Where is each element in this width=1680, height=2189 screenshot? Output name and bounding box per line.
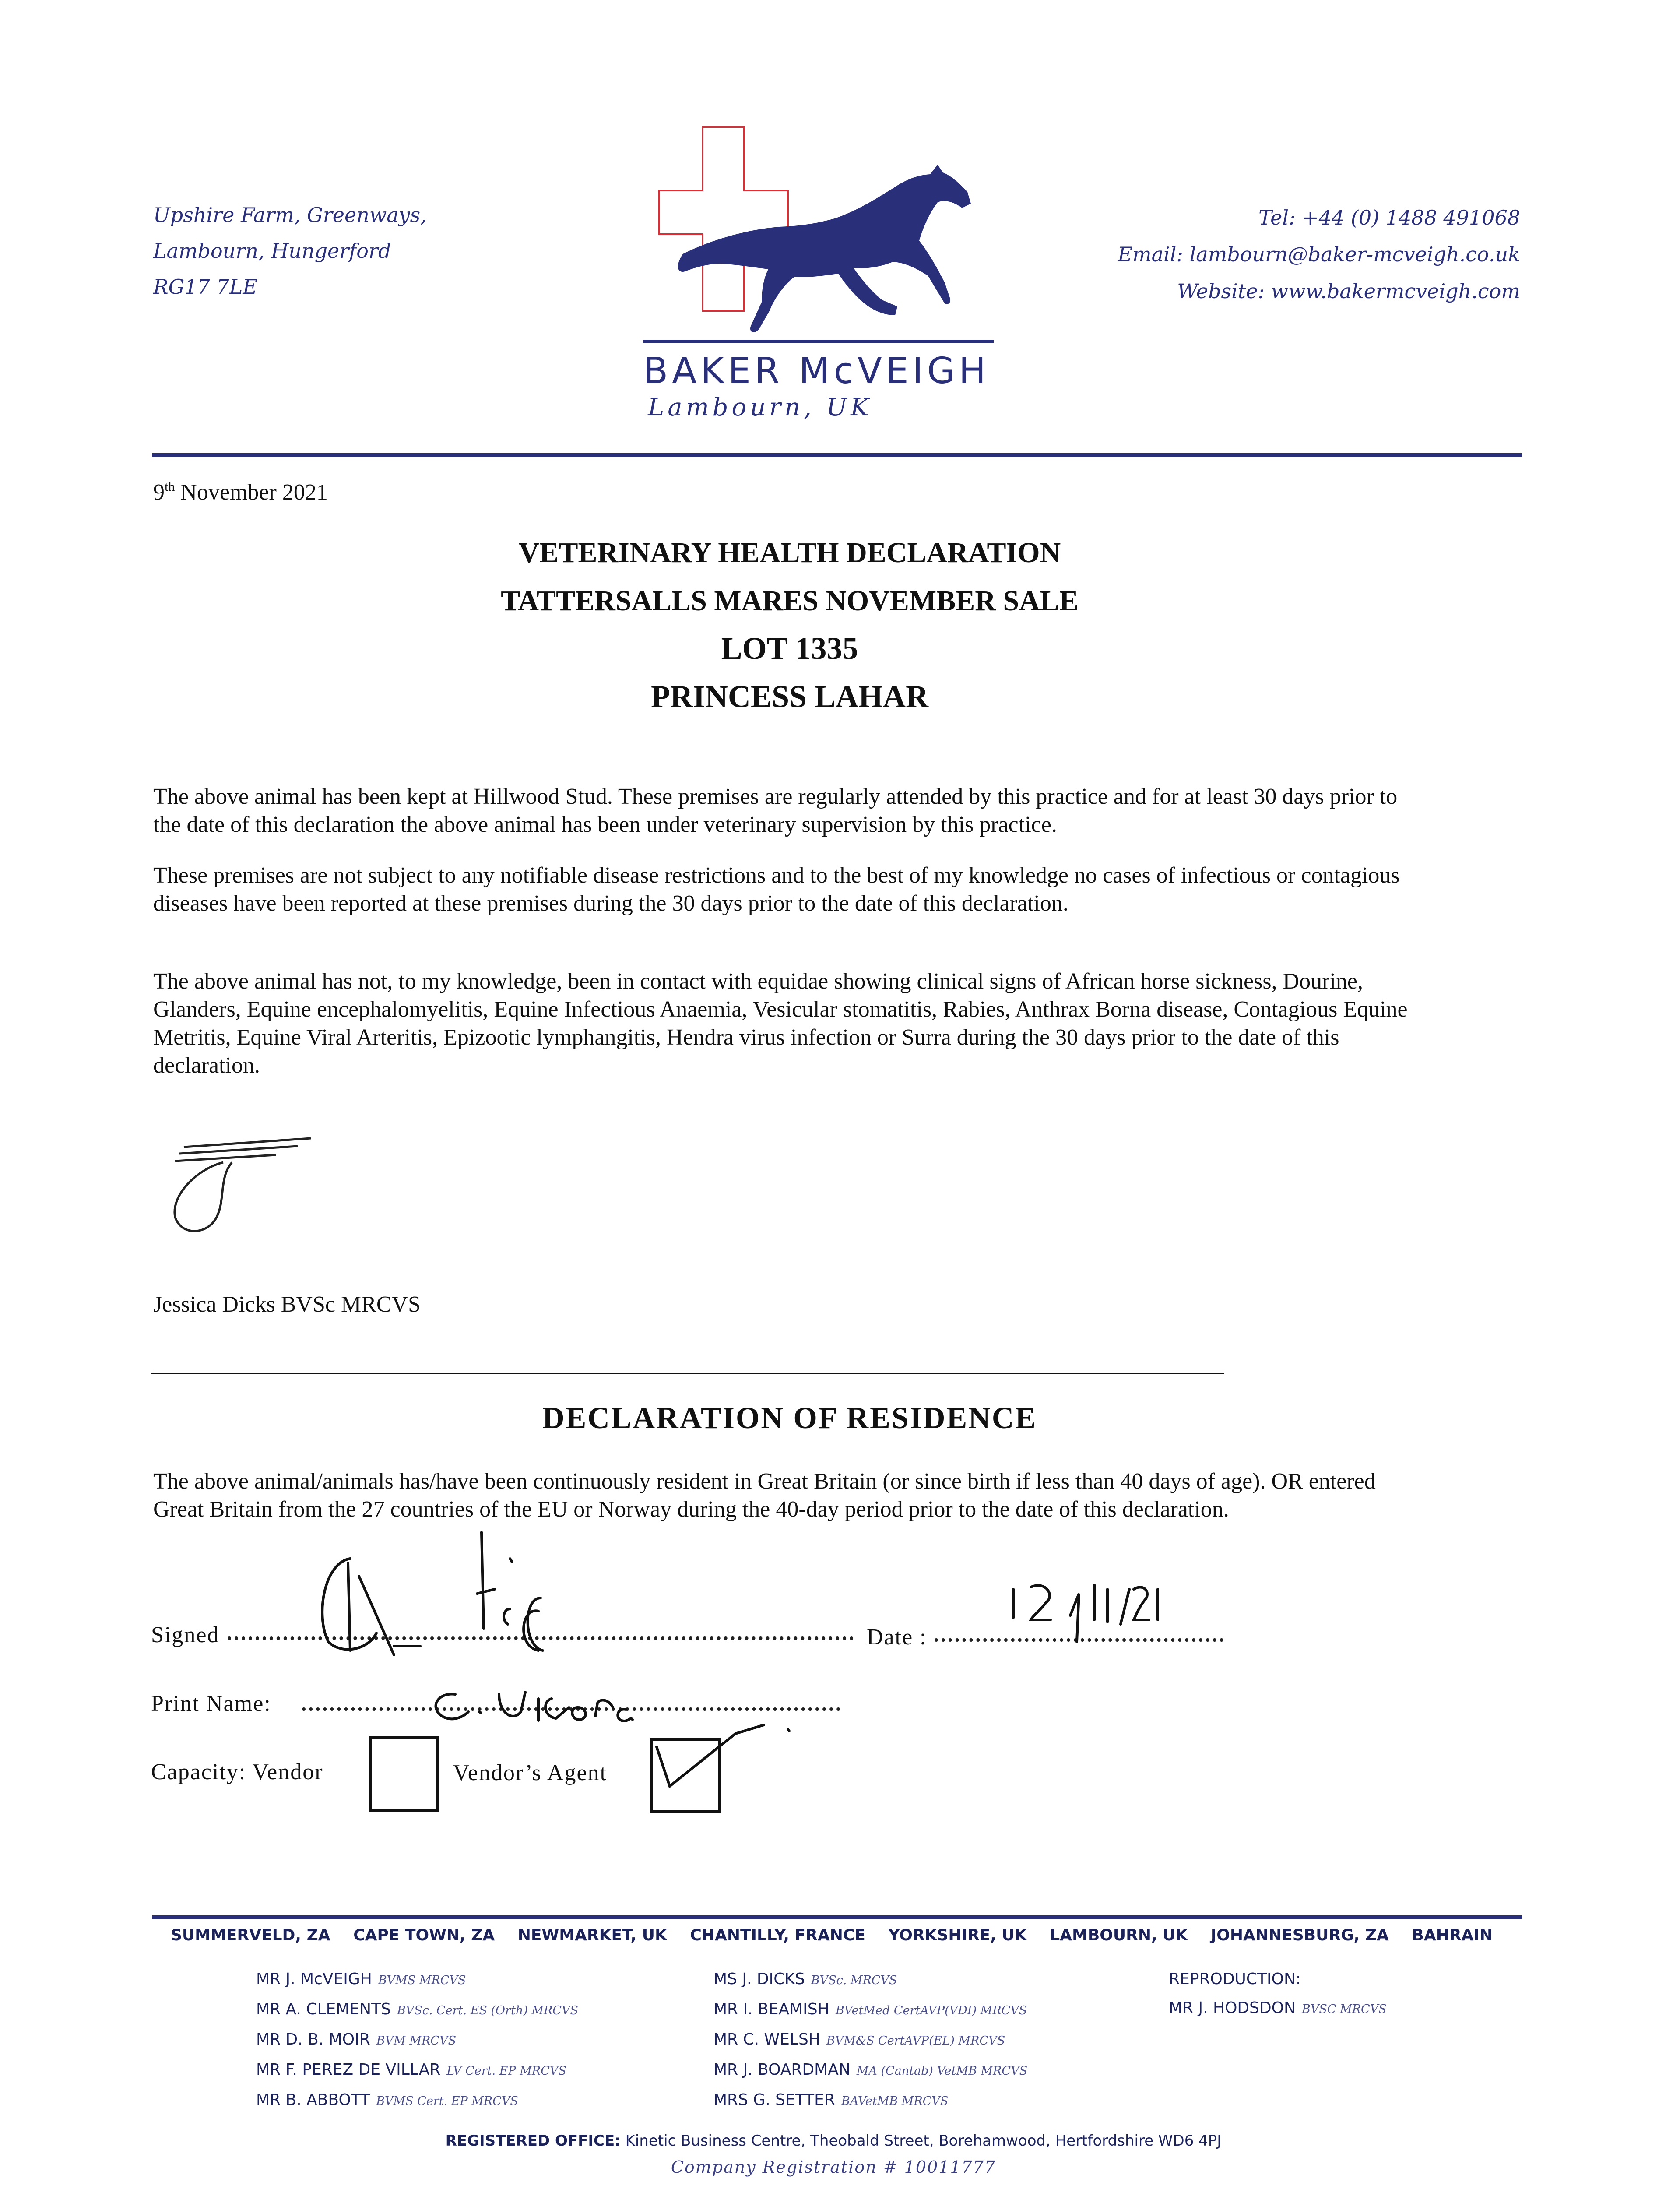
staff-entry (1169, 1994, 1387, 2024)
brand-location: Lambourn, UK (648, 393, 872, 422)
staff-quals: BVSc. MRCVS (811, 1974, 897, 1987)
staff-quals: BVetMed CertAVP(VDI) MRCVS (835, 2004, 1027, 2017)
staff-column-2 (713, 1965, 1027, 2116)
signed-label: Signed (151, 1622, 220, 1647)
staff-name: MR B. ABBOTT (256, 2091, 370, 2109)
address-line: Upshire Farm, Greenways, (153, 203, 427, 227)
location-item: CAPE TOWN, ZA (353, 1926, 495, 1944)
reproduction-heading: REPRODUCTION: (1169, 1970, 1301, 1988)
header-divider (152, 453, 1522, 457)
capacity-vendor-label: Capacity: Vendor (151, 1760, 323, 1784)
date-suffix: th (165, 479, 175, 494)
staff-quals: BVM&S CertAVP(EL) MRCVS (826, 2034, 1005, 2048)
staff-name: MR F. PEREZ DE VILLAR (256, 2061, 441, 2079)
lot-number: LOT 1335 (721, 631, 858, 666)
staff-quals: MA (Cantab) VetMB MRCVS (856, 2064, 1028, 2078)
staff-quals: LV Cert. EP MRCVS (446, 2064, 566, 2078)
office-locations (171, 1926, 1493, 1944)
staff-quals: BVMS Cert. EP MRCVS (376, 2094, 518, 2108)
vet-signature (166, 1121, 324, 1243)
staff-column-3 (1169, 1965, 1387, 2024)
location-item: YORKSHIRE, UK (888, 1926, 1027, 1944)
registered-office-address: Kinetic Business Centre, Theobald Street, Borehamwood, Hertfordshire WD6 4PJ (625, 2132, 1222, 2150)
residence-paragraph: The above animal/animals has/have been continuously resident in Great Britain (or since birth if less than 40 days of age). OR entered Great Britain from the 27 countries of the EU or Norway during the 40-day period prior to the date of this declaration. (153, 1469, 1376, 1522)
staff-name: MR J. BOARDMAN (713, 2061, 851, 2079)
location-item: SUMMERVELD, ZA (171, 1926, 330, 1944)
print-name-label: Print Name: (151, 1691, 271, 1716)
staff-name: MS J. DICKS (713, 1970, 805, 1988)
staff-quals: BVMS MRCVS (378, 1974, 466, 1987)
staff-column-1 (256, 1965, 578, 2116)
staff-entry (713, 1965, 1027, 1995)
staff-entry (256, 2055, 578, 2086)
disease-restriction-paragraph: These premises are not subject to any notifiable disease restrictions and to the best of my knowledge no cases of infectious or contagious diseases have been reported at these premises during the 30 days prior to the date of this declaration. (153, 863, 1400, 916)
staff-quals: BVM MRCVS (376, 2034, 456, 2048)
baker-mcveigh-logo (643, 123, 1011, 359)
registered-office (0, 2132, 1667, 2150)
section-divider (151, 1373, 1224, 1374)
date-label: Date : (867, 1625, 927, 1650)
staff-entry (713, 1995, 1027, 2025)
staff-entry (713, 2025, 1027, 2055)
company-registration: Company Registration # 10011777 (671, 2157, 996, 2177)
staff-entry (713, 2055, 1027, 2086)
staff-entry (256, 1965, 578, 1995)
staff-quals: BVSc. Cert. ES (Orth) MRCVS (397, 2004, 578, 2017)
staff-entry (713, 2086, 1027, 2116)
staff-name: MR J. McVEIGH (256, 1970, 372, 1988)
staff-entry (256, 1995, 578, 2025)
practice-contact (1118, 199, 1520, 310)
registered-office-label: REGISTERED OFFICE: (445, 2132, 621, 2150)
staff-quals: BAVetMB MRCVS (841, 2094, 949, 2108)
vendor-signature-ink (306, 1524, 1160, 1830)
location-item: JOHANNESBURG, ZA (1210, 1926, 1389, 1944)
vendors-agent-label: Vendor’s Agent (453, 1760, 608, 1785)
address-line: RG17 7LE (153, 275, 257, 299)
location-item: NEWMARKET, UK (517, 1926, 667, 1944)
supervision-paragraph: The above animal has been kept at Hillwood Stud. These premises are regularly attended by this practice and for at least 30 days prior to the date of this declaration the above animal has been under veterinary supervision by this practice. (153, 784, 1398, 837)
location-item: BAHRAIN (1412, 1926, 1493, 1944)
staff-quals: BVSC MRCVS (1302, 2002, 1387, 2016)
staff-name: MRS G. SETTER (713, 2091, 835, 2109)
galloping-horse-silhouette (678, 165, 971, 332)
contact-email: Email: lambourn@baker-mcveigh.co.uk (1118, 243, 1520, 266)
contact-phone: Tel: +44 (0) 1488 491068 (1258, 206, 1520, 229)
footer-divider (152, 1915, 1522, 1919)
letter-date (153, 479, 328, 505)
practice-address (153, 197, 427, 305)
staff-name: MR I. BEAMISH (713, 2000, 829, 2018)
location-item: LAMBOURN, UK (1050, 1926, 1188, 1944)
date-day: 9 (153, 480, 165, 505)
sale-title: TATTERSALLS MARES NOVEMBER SALE (501, 585, 1079, 617)
residence-title: DECLARATION OF RESIDENCE (542, 1401, 1037, 1435)
horse-name: PRINCESS LAHAR (650, 679, 929, 714)
location-item: CHANTILLY, FRANCE (690, 1926, 865, 1944)
contact-disease-paragraph: The above animal has not, to my knowledge, been in contact with equidae showing clinical signs of African horse sickness, Dourine, Glanders, Equine encephalomyelitis, Equine Infectious Anaemia, Vesicular stomatitis, Rabies, Anthrax Borna disease, Contagious Equine Metritis, Equine Viral Arteritis, Epizootic lymphangitis, Hendra virus infection or Surra during the 30 days prior to the date of this declaration. (153, 969, 1408, 1078)
date-rest: November 2021 (175, 480, 328, 505)
staff-entry (256, 2086, 578, 2116)
contact-website: Website: www.bakermcveigh.com (1177, 279, 1520, 303)
logo-underline (643, 340, 994, 343)
staff-name: MR C. WELSH (713, 2031, 820, 2048)
staff-name: MR D. B. MOIR (256, 2031, 370, 2048)
staff-name: MR J. HODSDON (1169, 1999, 1296, 2017)
brand-name: BAKER McVEIGH (643, 350, 990, 392)
declaration-title: VETERINARY HEALTH DECLARATION (518, 537, 1061, 569)
address-line: Lambourn, Hungerford (153, 239, 391, 263)
staff-name: MR A. CLEMENTS (256, 2000, 391, 2018)
vet-name: Jessica Dicks BVSc MRCVS (153, 1292, 421, 1317)
staff-entry (256, 2025, 578, 2055)
